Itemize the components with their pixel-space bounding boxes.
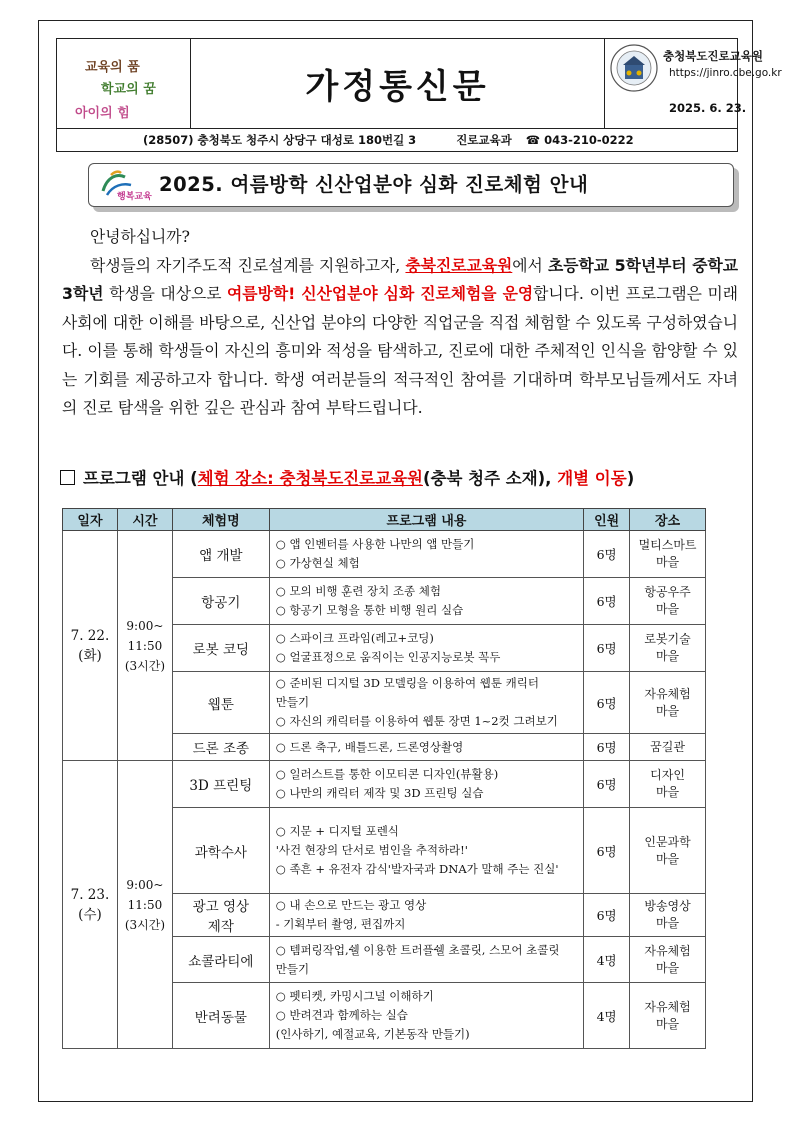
- program-name-cell: 로봇 코딩: [172, 625, 269, 672]
- content-line: ○ 앱 인벤터를 사용한 나만의 앱 만들기: [275, 537, 475, 551]
- place-cell: [630, 531, 706, 578]
- place-cell: [630, 761, 706, 808]
- place-text: 멀티스마트: [638, 538, 697, 552]
- program-content-cell: [269, 625, 583, 672]
- table-header-row: [63, 509, 706, 531]
- capacity-cell: 4명: [584, 937, 630, 983]
- date-text: 7. 22.: [70, 627, 110, 644]
- program-content-cell: [269, 761, 583, 808]
- capacity-cell: 6명: [584, 734, 630, 761]
- newsletter-title-cell: [191, 39, 605, 128]
- program-name-cell: [172, 894, 269, 937]
- date-text: 7. 23.: [70, 886, 110, 903]
- place-text: 꿈길관: [650, 739, 685, 754]
- place-text: 항공우주: [644, 585, 691, 599]
- content-line: ○ 가상현실 체험: [275, 556, 360, 570]
- place-text: 마을: [655, 960, 680, 975]
- program-name-cell: 웹툰: [172, 672, 269, 734]
- letter-body: [62, 223, 738, 423]
- time-text: 11:50: [127, 897, 163, 912]
- date-cell: [63, 761, 118, 1049]
- content-line: ○ 족흔 + 유전자 감식'발자국과 DNA가 말해 주는 진실': [275, 862, 559, 876]
- place-cell: [630, 672, 706, 734]
- place-text: 자유체험: [644, 686, 691, 701]
- capacity-cell: 6명: [584, 531, 630, 578]
- capacity-cell: 4명: [584, 983, 630, 1049]
- svg-text:교육의 품: 교육의 품: [85, 60, 140, 75]
- org-highlight: 충북진로교육원: [405, 255, 513, 275]
- venue-note: (충북 청주 소재),: [422, 469, 558, 488]
- department: 진로교육과: [456, 133, 512, 147]
- program-content-cell: [269, 531, 583, 578]
- table-row: [63, 761, 706, 808]
- col-header: 시간: [117, 509, 172, 531]
- program-content-cell: [269, 937, 583, 983]
- content-line: ○ 얼굴표정으로 움직이는 인공지능로봇 꼭두: [275, 650, 501, 664]
- program-name-cell: 과학수사: [172, 808, 269, 894]
- table-row: [63, 531, 706, 578]
- content-line: ○ 드론 축구, 배틀드론, 드론영상촬영: [275, 739, 464, 754]
- place-text: 인문과학: [644, 834, 691, 849]
- place-cell: [630, 937, 706, 983]
- time-text: (3시간): [124, 658, 166, 673]
- org-name: 충청북도진로교육원: [663, 49, 763, 63]
- svg-text:아이의 힘: 아이의 힘: [75, 106, 130, 121]
- checkbox-icon: [60, 470, 75, 485]
- section-close: ): [626, 469, 635, 488]
- program-name-cell: 쇼콜라티에: [172, 937, 269, 983]
- program-name: 제작: [207, 919, 234, 935]
- program-name-cell: 반려동물: [172, 983, 269, 1049]
- content-line: ○ 모의 비행 훈련 장치 조종 체험: [275, 584, 442, 598]
- letter-header: [56, 38, 782, 152]
- content-line: ○ 내 손으로 만드는 광고 영상: [275, 898, 427, 912]
- place-text: 로봇기술: [644, 632, 691, 646]
- content-line: ○ 준비된 디지털 3D 모델링을 이용하여 웹툰 캐릭터: [275, 676, 539, 690]
- place-text: 마을: [655, 555, 680, 569]
- place-text: 마을: [655, 916, 680, 930]
- place-text: 마을: [655, 851, 680, 866]
- slogan-logo: [57, 39, 191, 128]
- address: (28507) 충청북도 청주시 상당구 대성로 180번길 3: [143, 133, 417, 147]
- program-content-cell: [269, 578, 583, 625]
- phone-number: 043-210-0222: [544, 133, 634, 147]
- content-line: ○ 스파이크 프라임(레고+코딩): [275, 631, 434, 645]
- col-header: 장소: [630, 509, 706, 531]
- capacity-cell: 6명: [584, 672, 630, 734]
- program-highlight: 여름방학! 신산업분야 심화 진로체험을 운영: [227, 284, 534, 303]
- time-text: (3시간): [124, 917, 166, 932]
- program-name-cell: 앱 개발: [172, 531, 269, 578]
- program-name-cell: 3D 프린팅: [172, 761, 269, 808]
- newsletter-title: 가정통신문: [305, 67, 490, 107]
- title-banner: [88, 163, 734, 207]
- program-content-cell: [269, 983, 583, 1049]
- program-name: 광고 영상: [192, 899, 250, 915]
- program-section-heading: [60, 465, 634, 489]
- body-text: 합니다. 이번 프로그램은 미래 사회에 대한 이해를 바탕으로, 신산업 분야의 다양한 직업군을 직접 체험할 수 있도록 구성하였습니다. 이를 통해 학생들이 자신의 흥미와 적성을 탐색하고, 진로에 대한 주체적인 인식을 함양할 수 있는 기회를 제공하고자 합니다. 학생 여러분들의 적극적인 참여를 기대하며 학부모님들께서도 자녀의 진로 탐색을 위한 깊은 관심과 참여 부탁드립니다.: [62, 284, 738, 417]
- place-text: 마을: [655, 703, 680, 718]
- program-table: [62, 508, 706, 1049]
- svg-text:학교의 꿈: 학교의 꿈: [101, 82, 156, 97]
- place-cell: [630, 625, 706, 672]
- body-text: 학생들의 자기주도적 진로설계를 지원하고자,: [90, 255, 406, 275]
- target-highlight: 초등학교 5학년부터 중학교 3학년: [62, 255, 739, 303]
- time-text: 11:50: [127, 638, 163, 653]
- capacity-cell: 6명: [584, 625, 630, 672]
- place-text: 방송영상: [644, 899, 691, 913]
- content-line: ○ 자신의 캐릭터를 이용하여 웹툰 장면 1~2컷 그려보기: [275, 714, 558, 728]
- happy-education-logo: [97, 167, 153, 203]
- capacity-cell: 6명: [584, 894, 630, 937]
- program-content-cell: [269, 672, 583, 734]
- body-paragraph: [62, 252, 738, 423]
- place-text: 자유체험: [644, 999, 691, 1014]
- time-cell: [117, 531, 172, 761]
- place-text: 마을: [655, 602, 680, 616]
- body-text: 에서: [512, 255, 548, 275]
- place-text: 디자인: [650, 768, 685, 782]
- place-cell: [630, 808, 706, 894]
- capacity-cell: 6명: [584, 808, 630, 894]
- time-text: 9:00~: [126, 877, 164, 892]
- content-line: ○ 템퍼링작업,쉘 이용한 트러플쉘 초콜릿, 스모어 초콜릿: [275, 942, 560, 957]
- contact-bar: [57, 128, 737, 151]
- body-text: 학생을 대상으로: [103, 284, 228, 303]
- program-content-cell: [269, 734, 583, 761]
- time-text: 9:00~: [126, 618, 164, 633]
- letter-date: 2025. 6. 23.: [669, 101, 747, 115]
- time-cell: [117, 761, 172, 1049]
- content-line: 만들기: [275, 695, 310, 709]
- org-info: [605, 39, 782, 128]
- program-content-cell: [269, 808, 583, 894]
- org-url[interactable]: https://jinro.cbe.go.kr: [669, 67, 782, 79]
- col-header: 프로그램 내용: [269, 509, 583, 531]
- content-line: ○ 나만의 캐릭터 제작 및 3D 프린팅 실습: [275, 786, 484, 800]
- svg-text:행복교육: 행복교육: [117, 192, 152, 202]
- content-line: '사건 현장의 단서로 범인을 추적하라!': [275, 843, 468, 857]
- content-line: 만들기: [275, 961, 310, 976]
- place-text: 마을: [655, 785, 680, 799]
- date-text: (수): [78, 906, 102, 923]
- transport-highlight: 개별 이동: [557, 469, 627, 488]
- program-name-cell: 드론 조종: [172, 734, 269, 761]
- program-content-cell: [269, 894, 583, 937]
- org-emblem-icon: [609, 43, 659, 93]
- place-cell: [630, 894, 706, 937]
- content-line: ○ 지문 + 디지털 포렌식: [275, 824, 399, 838]
- section-label: 프로그램 안내 (: [83, 469, 198, 488]
- greeting: 안녕하십니까?: [90, 227, 191, 246]
- content-line: ○ 펫티켓, 카밍시그널 이해하기: [275, 989, 434, 1003]
- content-line: (인사하기, 예절교육, 기본동작 만들기): [275, 1027, 470, 1041]
- content-line: - 기획부터 촬영, 편집까지: [275, 917, 406, 931]
- date-text: (화): [78, 647, 102, 664]
- place-cell: [630, 983, 706, 1049]
- capacity-cell: 6명: [584, 761, 630, 808]
- col-header: 인원: [584, 509, 630, 531]
- content-line: ○ 일러스트를 통한 이모티콘 디자인(뷰활용): [275, 767, 499, 781]
- capacity-cell: 6명: [584, 578, 630, 625]
- date-cell: [63, 531, 118, 761]
- col-header: 일자: [63, 509, 118, 531]
- col-header: 체험명: [172, 509, 269, 531]
- slogan-logo-graphic: [57, 39, 189, 127]
- content-line: ○ 반려견과 함께하는 실습: [275, 1008, 408, 1022]
- content-line: ○ 항공기 모형을 통한 비행 원리 실습: [275, 603, 464, 617]
- venue-highlight: 체험 장소: 충청북도진로교육원: [197, 469, 423, 488]
- program-name-cell: 항공기: [172, 578, 269, 625]
- banner-title: 2025. 여름방학 신산업분야 심화 진로체험 안내: [159, 173, 589, 196]
- place-cell: [630, 578, 706, 625]
- place-cell: [630, 734, 706, 761]
- place-text: 자유체험: [644, 943, 691, 958]
- place-text: 마을: [655, 1016, 680, 1031]
- place-text: 마을: [655, 649, 680, 663]
- phone-icon: ☎: [525, 133, 541, 147]
